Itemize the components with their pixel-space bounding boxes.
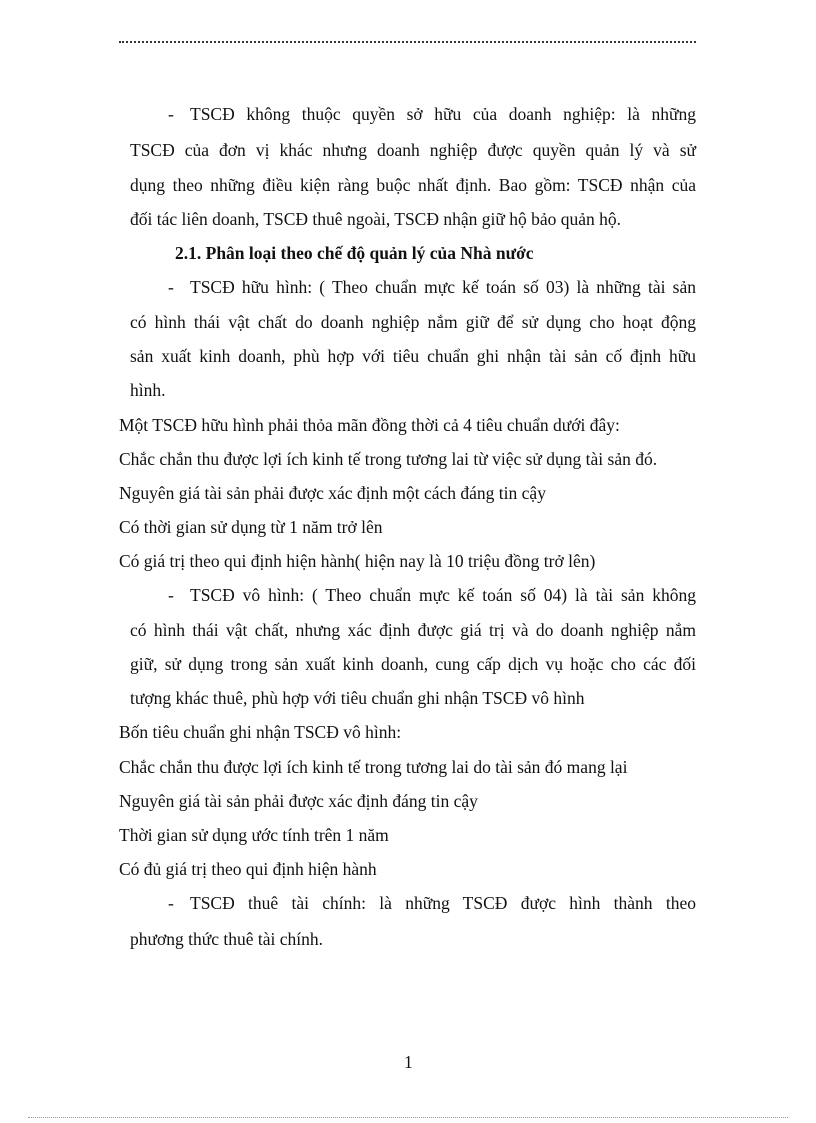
paragraph-line: phương thức thuê tài chính. [130,929,323,949]
paragraph-line: Nguyên giá tài sản phải được xác định đáng tin cậy [119,791,478,811]
paragraph-line: hình. [130,380,166,400]
paragraph-line: Một TSCĐ hữu hình phải thỏa mãn đồng thời cả 4 tiêu chuẩn dưới đây: [119,415,620,435]
bullet-dash: - [168,104,174,124]
paragraph-line: - TSCĐ không thuộc quyền sở hữu của doanh nghiệp: là những [168,104,696,124]
paragraph-line: tượng khác thuê, phù hợp với tiêu chuẩn ghi nhận TSCĐ vô hình [130,688,585,708]
paragraph-line: - TSCĐ vô hình: ( Theo chuẩn mực kế toán số 04) là tài sản không [168,585,696,605]
paragraph-line: có hình thái vật chất do doanh nghiệp nắm giữ để sử dụng cho hoạt động [130,312,696,332]
bullet-dash: - [168,277,174,297]
paragraph-line: đối tác liên doanh, TSCĐ thuê ngoài, TSCĐ nhận giữ hộ bảo quản hộ. [130,209,622,229]
paragraph-line: Bốn tiêu chuẩn ghi nhận TSCĐ vô hình: [119,722,402,742]
paragraph-line: giữ, sử dụng trong sản xuất kinh doanh, cung cấp dịch vụ hoặc cho các đối [130,654,696,674]
section-heading: 2.1. Phân loại theo chế độ quản lý của Nhà nước [175,243,534,263]
paragraph-line: - TSCĐ hữu hình: ( Theo chuẩn mực kế toán số 03) là những tài sản [168,277,696,297]
paragraph-line: dụng theo những điều kiện ràng buộc nhất định. Bao gồm: TSCĐ nhận của [130,175,696,195]
paragraph-line: có hình thái vật chất, nhưng xác định được giá trị và do doanh nghiệp nắm [130,620,696,640]
paragraph-line: Chắc chắn thu được lợi ích kinh tế trong tương lai do tài sản đó mang lại [119,757,628,777]
paragraph-line: - TSCĐ thuê tài chính: là những TSCĐ được hình thành theo [168,893,696,913]
paragraph-line: Chắc chắn thu được lợi ích kinh tế trong tương lai từ việc sử dụng tài sản đó. [119,449,658,469]
bullet-dash: - [168,585,174,605]
page-number: 1 [404,1052,413,1072]
paragraph-line: Thời gian sử dụng ước tính trên 1 năm [119,825,389,845]
paragraph-line: Có đủ giá trị theo qui định hiện hành [119,859,377,879]
paragraph-line: sản xuất kinh doanh, phù hợp với tiêu chuẩn ghi nhận tài sản cố định hữu [130,346,696,366]
bullet-dash: - [168,893,174,913]
footer-dotted-rule [28,1117,788,1118]
paragraph-line: Nguyên giá tài sản phải được xác định một cách đáng tin cậy [119,483,546,503]
paragraph-line: TSCĐ của đơn vị khác nhưng doanh nghiệp được quyền quản lý và sử [130,140,696,160]
paragraph-line: Có giá trị theo qui định hiện hành( hiện nay là 10 triệu đồng trở lên) [119,551,596,571]
paragraph-line: Có thời gian sử dụng từ 1 năm trở lên [119,517,383,537]
